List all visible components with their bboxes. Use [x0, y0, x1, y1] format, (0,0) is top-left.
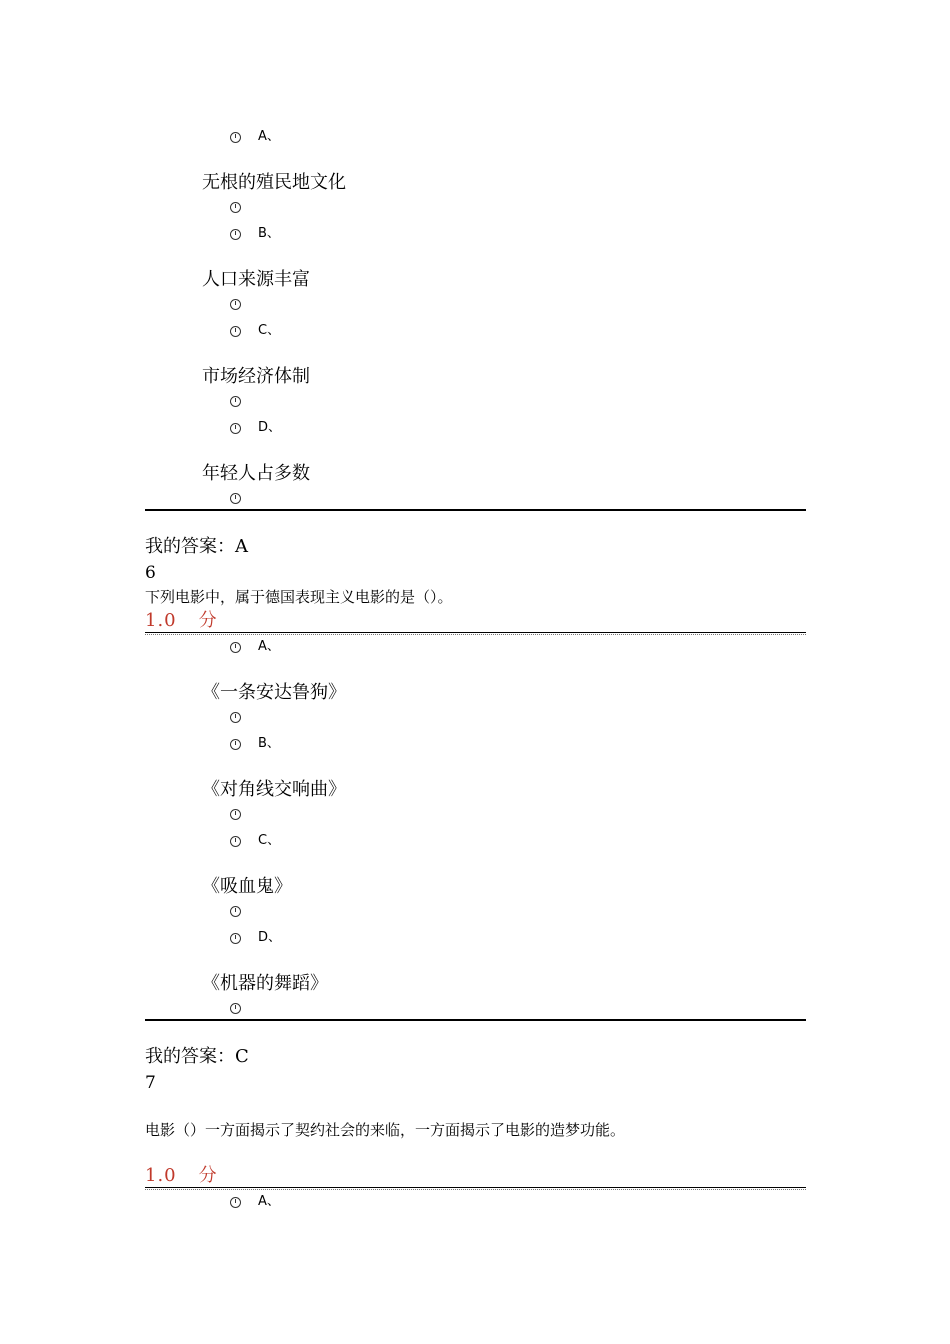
radio-icon[interactable] — [230, 712, 241, 723]
q5-option-a-text: 无根的殖民地文化 — [202, 172, 346, 193]
option-letter: A、 — [258, 129, 280, 144]
score-unit: 分 — [198, 1165, 218, 1186]
q6-option-c-text: 《吸血鬼》 — [202, 876, 292, 897]
q5-my-answer: 我的答案：A — [145, 536, 248, 557]
radio-icon[interactable] — [230, 906, 241, 917]
q5-option-d-radio-row[interactable] — [230, 420, 281, 436]
option-letter: D、 — [258, 420, 282, 435]
option-letter: B、 — [258, 736, 280, 751]
q6-option-d-secondary-radio[interactable] — [230, 1000, 241, 1016]
q6-option-b-radio-row[interactable] — [230, 736, 280, 752]
radio-icon[interactable] — [230, 396, 241, 407]
q6-question-text: 下列电影中，属于德国表现主义电影的是（）。 — [145, 588, 453, 606]
divider — [145, 1019, 806, 1021]
option-letter: A、 — [258, 639, 280, 654]
q6-option-c-radio-row[interactable] — [230, 833, 280, 849]
radio-icon[interactable] — [230, 299, 241, 310]
score-value: 1.0 — [145, 1165, 177, 1186]
radio-icon[interactable] — [230, 642, 241, 653]
q7-number: 7 — [145, 1073, 156, 1093]
option-letter: B、 — [258, 226, 280, 241]
option-letter: C、 — [258, 323, 281, 338]
q7-score — [145, 1165, 218, 1187]
radio-icon[interactable] — [230, 493, 241, 504]
radio-icon[interactable] — [230, 229, 241, 240]
option-letter: C、 — [258, 833, 281, 848]
radio-icon[interactable] — [230, 1003, 241, 1014]
radio-icon[interactable] — [230, 202, 241, 213]
q6-option-b-text: 《对角线交响曲》 — [202, 779, 346, 800]
q5-option-c-radio-row[interactable] — [230, 323, 280, 339]
q6-number: 6 — [145, 563, 156, 583]
q5-option-a-secondary-radio[interactable] — [230, 199, 241, 215]
divider — [145, 1187, 806, 1188]
option-letter: D、 — [258, 930, 282, 945]
radio-icon[interactable] — [230, 836, 241, 847]
radio-icon[interactable] — [230, 809, 241, 820]
radio-icon[interactable] — [230, 423, 241, 434]
q5-option-a-radio-row[interactable] — [230, 129, 280, 145]
option-letter: A、 — [258, 1194, 280, 1209]
q7-question-text: 电影（）一方面揭示了契约社会的来临，一方面揭示了电影的造梦功能。 — [145, 1121, 626, 1139]
q6-option-a-radio-row[interactable] — [230, 639, 280, 655]
divider — [145, 632, 806, 633]
q6-option-a-secondary-radio[interactable] — [230, 709, 241, 725]
q6-option-c-secondary-radio[interactable] — [230, 903, 241, 919]
q5-option-d-secondary-radio[interactable] — [230, 490, 241, 506]
radio-icon[interactable] — [230, 132, 241, 143]
q5-option-b-text: 人口来源丰富 — [202, 269, 310, 290]
score-unit: 分 — [198, 610, 218, 631]
score-value: 1.0 — [145, 610, 177, 631]
q5-option-b-radio-row[interactable] — [230, 226, 280, 242]
q5-option-c-text: 市场经济体制 — [202, 366, 310, 387]
radio-icon[interactable] — [230, 1197, 241, 1208]
q6-my-answer: 我的答案：C — [145, 1046, 249, 1067]
divider — [145, 509, 806, 511]
q7-option-a-radio-row[interactable] — [230, 1194, 280, 1210]
radio-icon[interactable] — [230, 326, 241, 337]
q5-option-c-secondary-radio[interactable] — [230, 393, 241, 409]
q6-score — [145, 610, 218, 632]
radio-icon[interactable] — [230, 933, 241, 944]
radio-icon[interactable] — [230, 739, 241, 750]
q6-option-b-secondary-radio[interactable] — [230, 806, 241, 822]
q5-option-d-text: 年轻人占多数 — [202, 463, 310, 484]
q6-option-a-text: 《一条安达鲁狗》 — [202, 682, 346, 703]
q6-option-d-text: 《机器的舞蹈》 — [202, 973, 328, 994]
q6-option-d-radio-row[interactable] — [230, 930, 281, 946]
q5-option-b-secondary-radio[interactable] — [230, 296, 241, 312]
